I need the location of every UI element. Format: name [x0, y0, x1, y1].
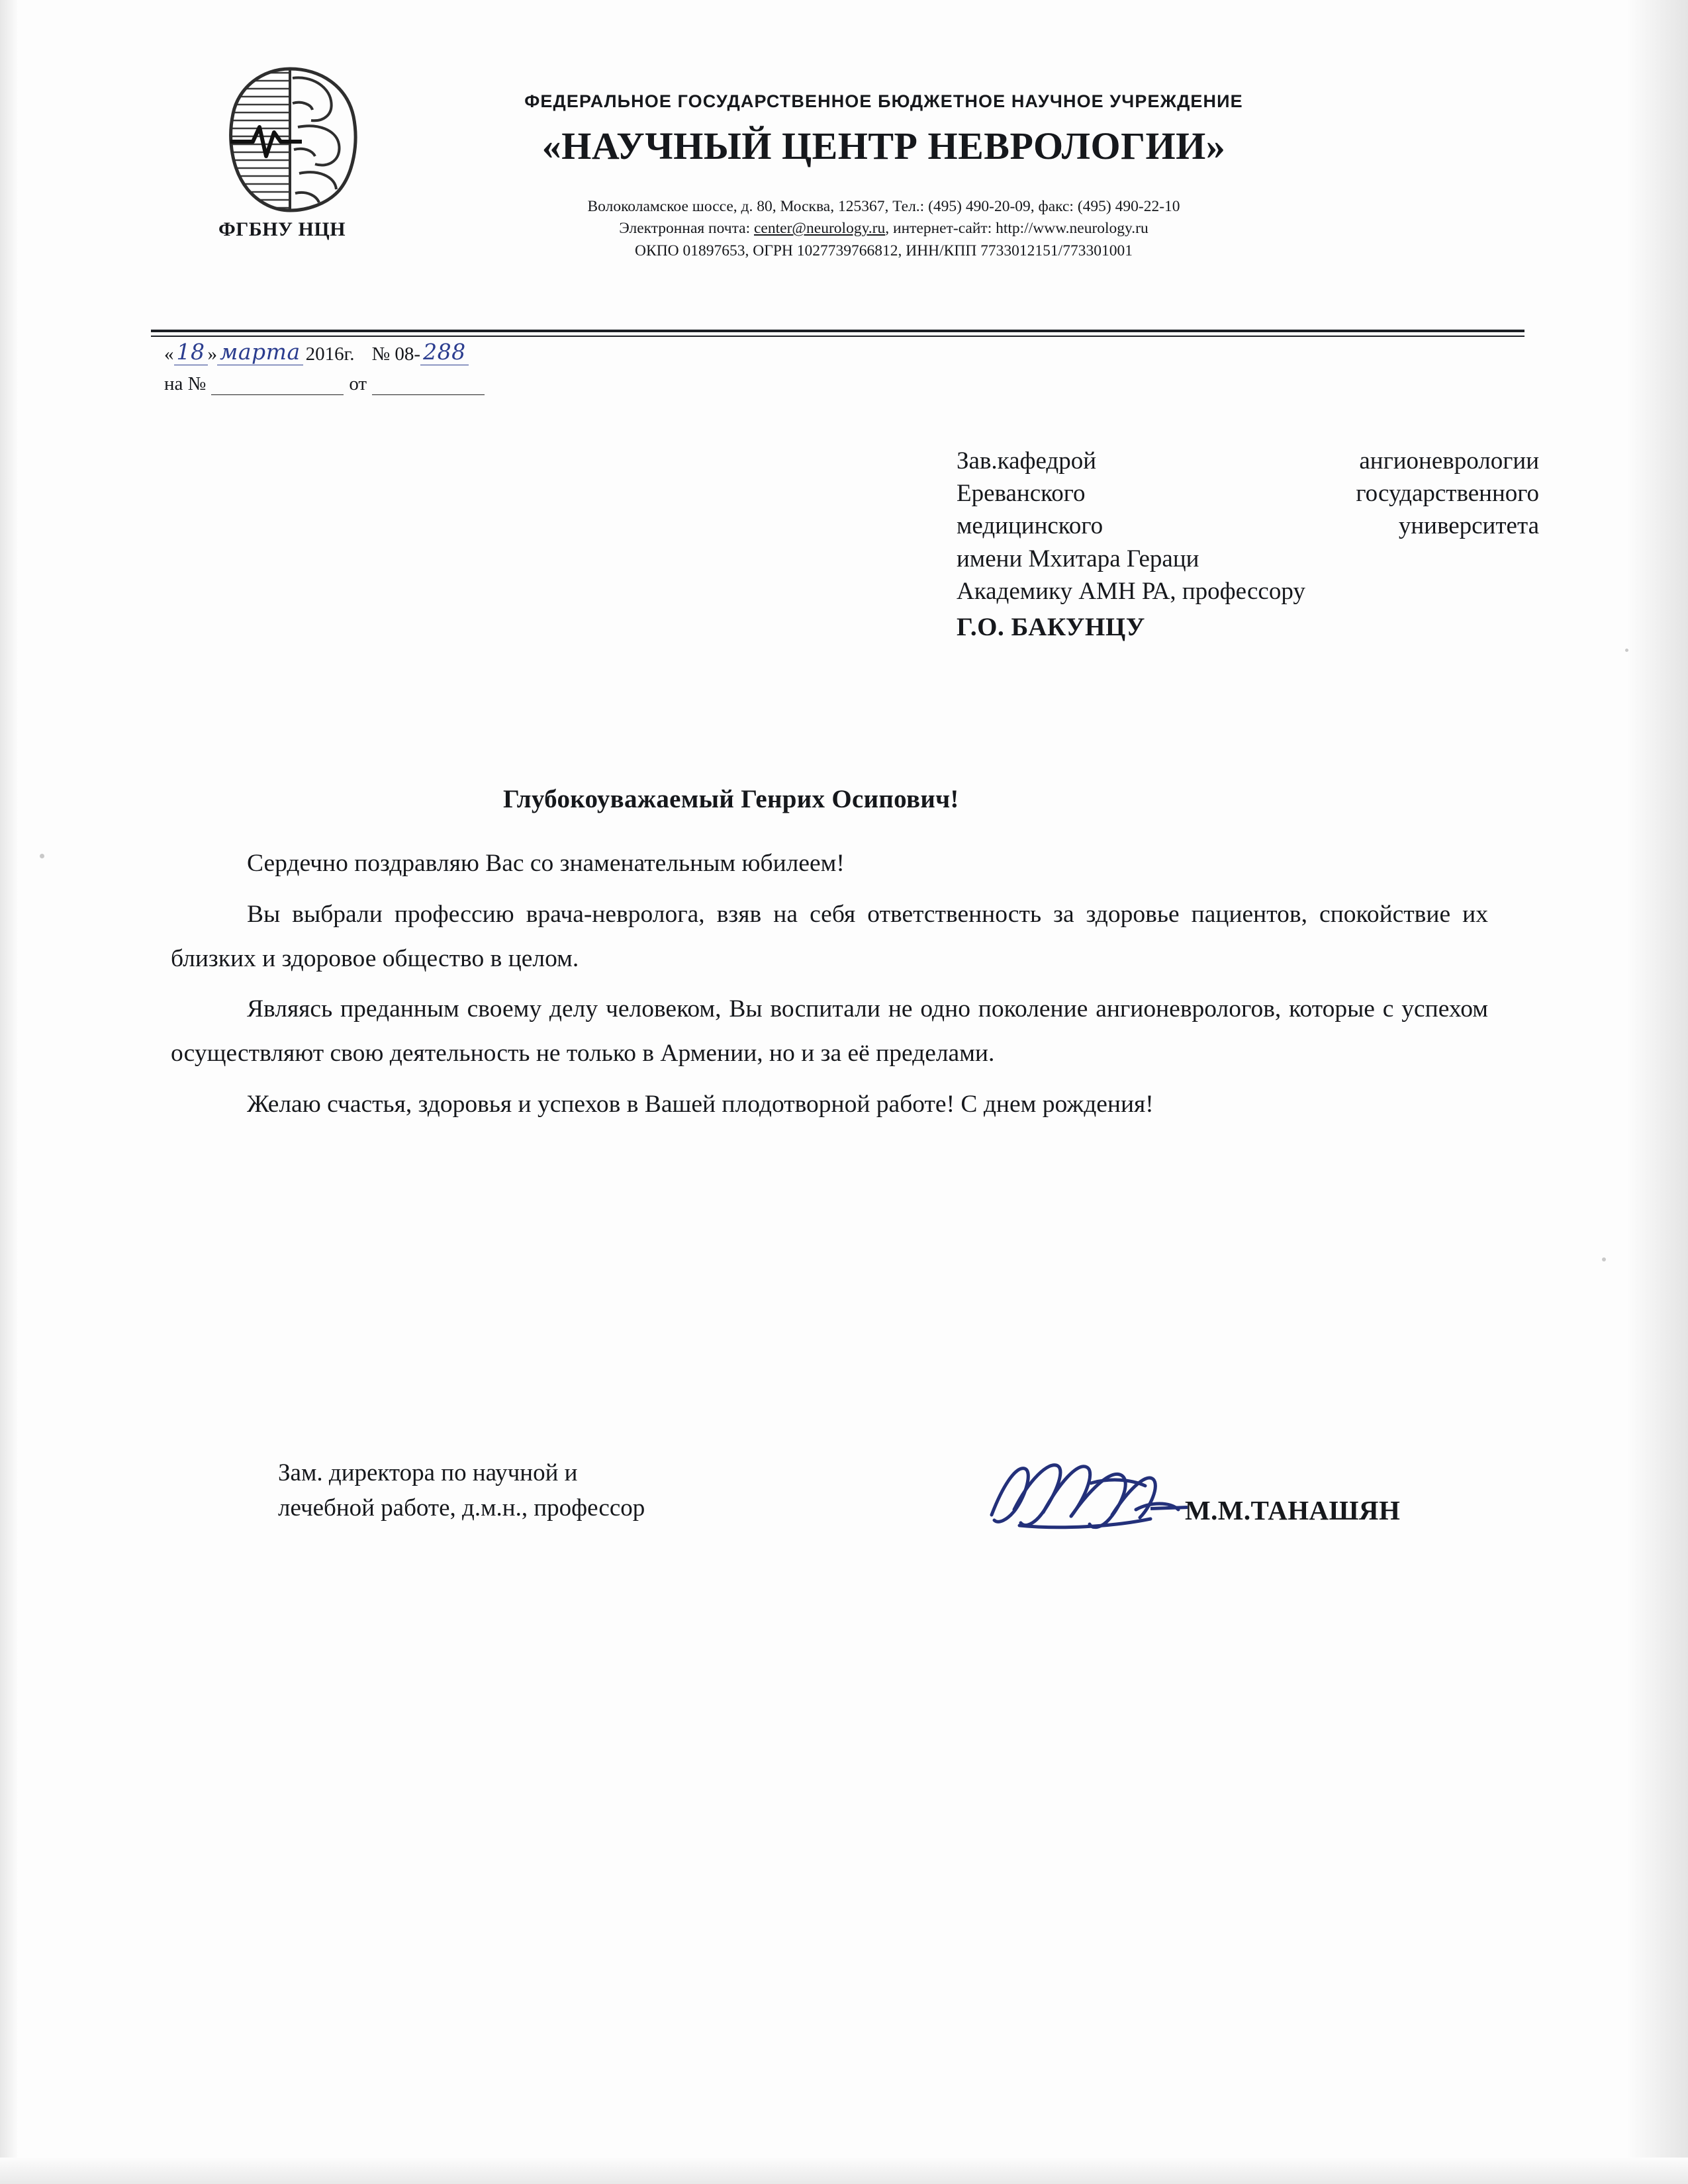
scan-edge-bottom — [0, 2158, 1688, 2184]
quote-open: « — [164, 343, 174, 365]
incoming-date-blank — [372, 377, 485, 395]
body-paragraph: Сердечно поздравляю Вас со знаменательным юбилеем! — [247, 850, 845, 877]
scan-edge-right — [1628, 0, 1688, 2184]
logo-block — [0, 64, 346, 241]
signer-title-line-2: лечебной работе, д.м.н., профессор — [278, 1494, 645, 1522]
addressee-line-3: медицинского университета — [957, 512, 1539, 540]
logo-caption: ФГБНУ НЦН — [218, 218, 346, 240]
body-paragraph: Вы выбрали профессию врача-невролога, взяв на себя ответственность за здоровье пациентов, спокойствие их близких и здоровое общество в целом. — [171, 900, 1488, 972]
letterhead — [0, 64, 1542, 262]
addressee-name: Г.О. БАКУНЦУ — [957, 613, 1145, 642]
addressee-line-4: имени Мхитара Гераци — [957, 545, 1199, 572]
addressee-line-1: Зав.кафедрой ангионеврологии — [957, 447, 1539, 475]
scan-edge-left — [0, 0, 17, 2184]
scan-speck — [40, 854, 44, 858]
incoming-from-label: от — [349, 373, 367, 394]
addressee-line-5: Академику АМН РА, профессору — [957, 577, 1305, 605]
outgoing-number-handwritten: 288 — [420, 339, 469, 365]
signer-title-line-1: Зам. директора по научной и — [278, 1459, 578, 1486]
date-day-handwritten: 18 — [174, 339, 208, 365]
body-paragraph: Являясь преданным своему делу человеком, Вы воспитали не одно поколение ангионеврологов, которые с успехом осуществляют свою деятельность не только в Армении, но и за её пределами. — [171, 995, 1488, 1067]
reference-block — [164, 339, 485, 395]
incoming-number-blank — [211, 377, 344, 395]
letter-body — [171, 842, 1488, 1134]
incoming-number-label: на № — [164, 373, 207, 394]
site-text: , интернет-сайт: http://www.neurology.ru — [885, 220, 1149, 238]
outgoing-number-label: № 08- — [371, 343, 421, 365]
scan-speck — [1625, 649, 1628, 652]
scan-speck — [1602, 1257, 1606, 1261]
address-line: Волоколамское шоссе, д. 80, Москва, 125367, Тел.: (495) 490-20-09, факс: (495) 490-22-10 — [587, 198, 1180, 215]
date-month-handwritten: марта — [217, 339, 303, 365]
organization-name: «НАУЧНЫЙ ЦЕНТР НЕВРОЛОГИИ» — [541, 124, 1226, 167]
handwritten-signature — [980, 1446, 1218, 1545]
addressee-block — [957, 445, 1539, 645]
email-label: Электронная почта: — [619, 220, 754, 238]
header-divider — [151, 330, 1524, 337]
incoming-line — [164, 373, 485, 395]
salutation: Глубокоуважаемый Генрих Осипович! — [503, 785, 959, 813]
signer-title — [278, 1456, 645, 1525]
organization-block — [265, 64, 1542, 262]
registration-codes: ОКПО 01897653, ОГРН 1027739766812, ИНН/КПП 7733012151/773301001 — [635, 242, 1133, 259]
email-line — [265, 218, 1503, 240]
addressee-line-2: Ереванского государственного — [957, 480, 1539, 508]
date-year: 2016г. — [305, 343, 355, 365]
signer-name: М.М.ТАНАШЯН — [1185, 1495, 1401, 1525]
email-link[interactable]: center@neurology.ru — [754, 220, 886, 238]
organization-contacts — [265, 196, 1503, 262]
quote-close: » — [207, 343, 217, 365]
organization-type: ФЕДЕРАЛЬНОЕ ГОСУДАРСТВЕННОЕ БЮДЖЕТНОЕ НАУЧНОЕ УЧРЕЖДЕНИЕ — [524, 91, 1243, 111]
date-line — [164, 339, 485, 365]
body-paragraph: Желаю счастья, здоровья и успехов в Вашей плодотворной работе! С днем рождения! — [247, 1090, 1154, 1118]
